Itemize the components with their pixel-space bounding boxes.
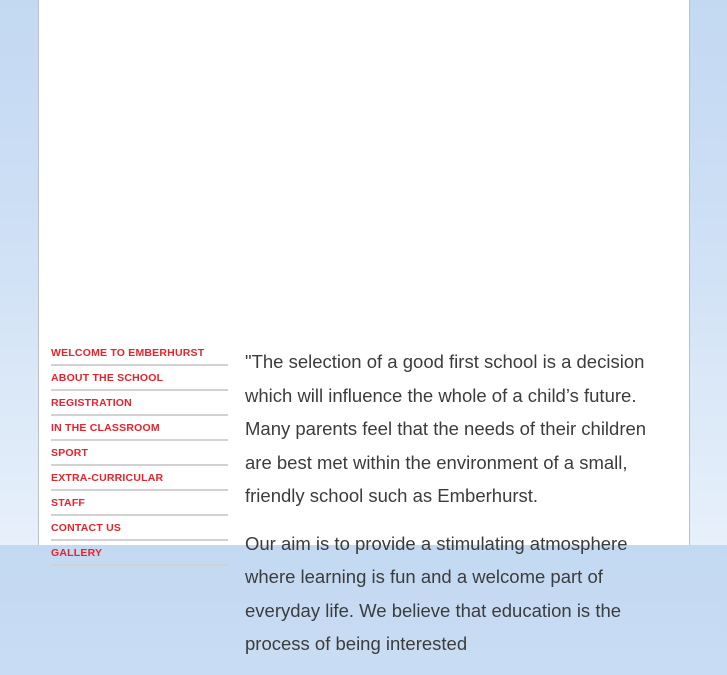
- sidebar-item-contact-us[interactable]: [51, 520, 228, 541]
- header-banner-image: [39, 0, 689, 345]
- sidebar-item-about-the-school[interactable]: [51, 370, 228, 391]
- sidebar-item-staff[interactable]: [51, 495, 228, 516]
- sidebar-item-label: WELCOME TO EMBERHURST: [51, 347, 205, 359]
- sidebar-item-label: REGISTRATION: [51, 397, 132, 409]
- sidebar-item-welcome-to-emberhurst[interactable]: [51, 345, 228, 366]
- page-body: [39, 345, 689, 654]
- sidebar-item-registration[interactable]: [51, 395, 228, 416]
- sidebar-item-label: STAFF: [51, 497, 86, 509]
- sidebar-item-label: IN THE CLASSROOM: [51, 422, 160, 434]
- sidebar-item-extra-curricular[interactable]: [51, 470, 228, 491]
- sidebar-item-label: GALLERY: [51, 547, 103, 559]
- sidebar-item-gallery[interactable]: [51, 545, 228, 566]
- sidebar-item-label: ABOUT THE SCHOOL: [51, 372, 164, 384]
- sidebar-item-label: CONTACT US: [51, 522, 122, 534]
- sidebar-item-in-the-classroom[interactable]: [51, 420, 228, 441]
- sidebar-navigation: [51, 345, 228, 570]
- content-panel: [38, 0, 690, 654]
- main-text-column: [245, 345, 669, 675]
- intro-paragraph: "The selection of a good first school is a decision which will influence the whole of a child’s future. Many parents feel that the needs of their children are best met within the environment of a small, friendly school such as Emberhurst.: [245, 351, 647, 506]
- aim-paragraph: Our aim is to provide a stimulating atmosphere where learning is fun and a welcome part of everyday life. We believe that education is the process of being interested: [245, 532, 628, 654]
- sidebar-item-label: EXTRA-CURRICULAR: [51, 472, 164, 484]
- sidebar-item-label: SPORT: [51, 447, 89, 459]
- sidebar-item-sport[interactable]: [51, 445, 228, 466]
